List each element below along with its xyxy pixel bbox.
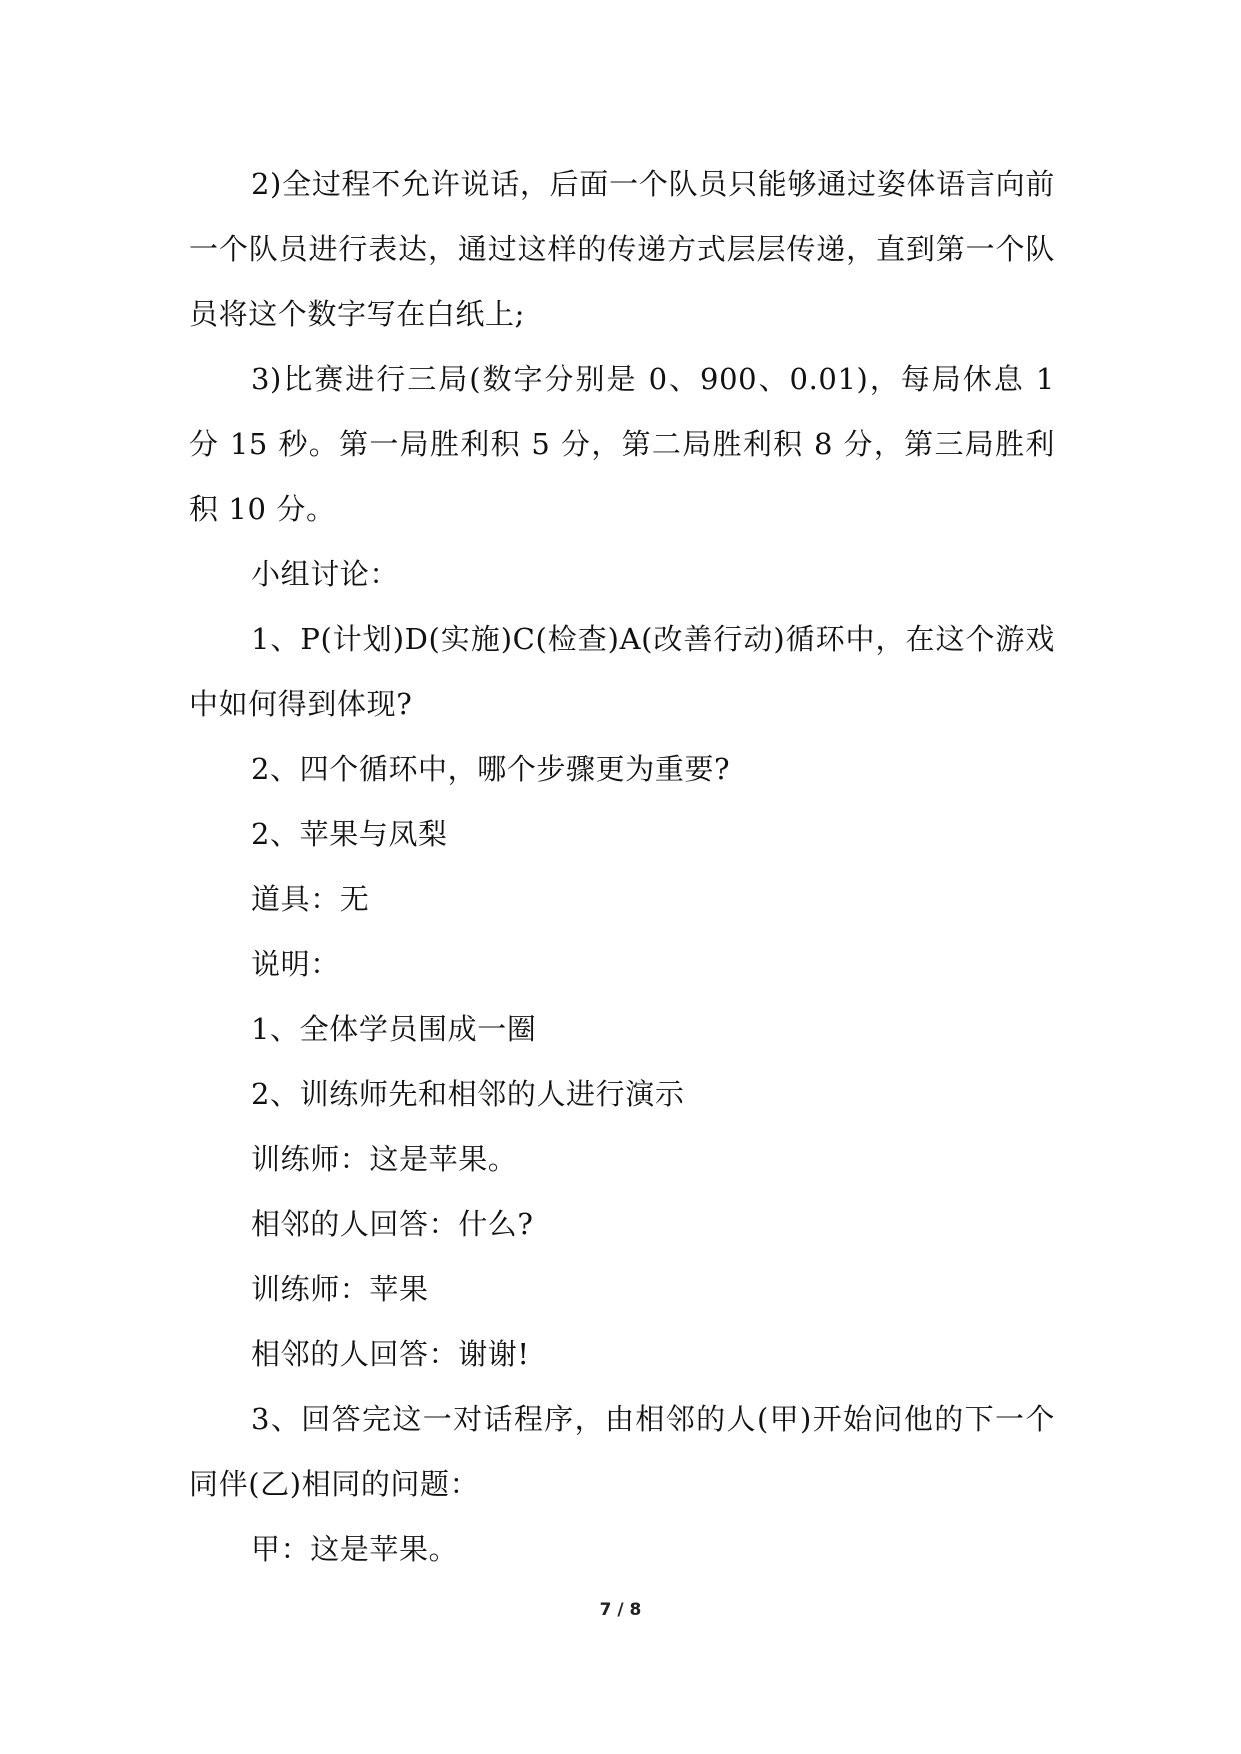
paragraph: 3、回答完这一对话程序，由相邻的人(甲)开始问他的下一个同伴(乙)相同的问题： [189,1402,1055,1501]
paragraph: 2、四个循环中，哪个步骤更为重要? [251,752,731,786]
page-number: 7 / 8 [599,1600,642,1620]
paragraph: 1、P(计划)D(实施)C(检查)A(改善行动)循环中，在这个游戏中如何得到体现? [189,622,1055,721]
paragraph: 道具：无 [251,882,370,916]
paragraph: 小组讨论： [251,557,400,591]
dialogue-line: 相邻的人回答：什么? [251,1207,534,1241]
paragraph: 2)全过程不允许说话，后面一个队员只能够通过姿体语言向前一个队员进行表达，通过这样的传递方式层层传递，直到第一个队员将这个数字写在白纸上; [189,167,1055,331]
dialogue-line: 相邻的人回答：谢谢! [251,1337,530,1371]
paragraph: 2、训练师先和相邻的人进行演示 [251,1077,685,1111]
dialogue-line: 甲：这是苹果。 [251,1532,459,1566]
dialogue-line: 训练师：苹果 [251,1272,429,1306]
paragraph: 说明： [251,947,340,981]
paragraph: 3)比赛进行三局(数字分别是 0、900、0.01)，每局休息 1 分 15 秒。第一局胜利积 5 分，第二局胜利积 8 分，第三局胜利积 10 分。 [189,362,1055,526]
body-text [189,152,1055,1582]
dialogue-line: 训练师：这是苹果。 [251,1142,518,1176]
section-heading: 2、苹果与凤梨 [251,817,448,851]
paragraph: 1、全体学员围成一圈 [251,1012,537,1046]
